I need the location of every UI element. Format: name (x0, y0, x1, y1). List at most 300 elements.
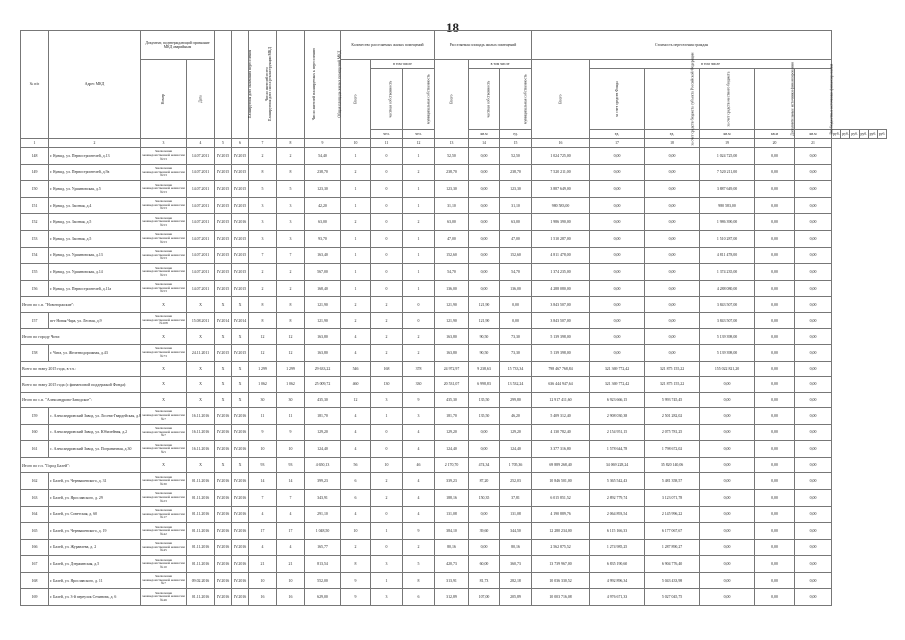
x-mark: Х (232, 392, 249, 408)
value-cell: 1 274 985,25 (590, 539, 645, 556)
doc-date-cell: 09.02.2016 (187, 572, 215, 589)
value-cell: 1 (403, 247, 435, 264)
doc-number-cell: Заключение межведомственной комиссии №53 (141, 164, 187, 181)
demolish-date-cell: IV.2016 (232, 539, 249, 556)
value-cell: 2 170,70 (435, 457, 469, 473)
table-row (21, 264, 887, 281)
value-cell: 42,20 (305, 197, 341, 214)
value-cell: 4 (403, 506, 435, 523)
value-cell: 2 908 030,38 (590, 408, 645, 425)
subtotal-label: Итого по городу Чита: (21, 329, 141, 345)
subtotal-label: Итого по с.п. "Новоторжские": (21, 297, 141, 313)
value-cell: 2 154 951,15 (590, 424, 645, 441)
value-cell: 1 062 (249, 377, 277, 393)
value-cell: 6 835 190,60 (590, 556, 645, 573)
unit-label: руб. (877, 130, 886, 139)
value-cell: 1 (371, 523, 403, 540)
value-cell: 2 (371, 473, 403, 490)
value-cell: 0,00 (645, 164, 700, 181)
value-cell: 0,00 (795, 392, 832, 408)
value-cell: 0,00 (645, 312, 700, 329)
value-cell: 0,00 (755, 280, 795, 297)
address-cell: г. Балей, ул. Дзержинская, д.5 (49, 556, 141, 573)
premises-private-header: частная собственность (371, 69, 403, 130)
row-number: 149 (21, 164, 49, 181)
subtotal-row (21, 457, 887, 473)
value-cell: 629,00 (305, 589, 341, 606)
value-cell: 0,00 (795, 556, 832, 573)
value-cell: 282,18 (500, 572, 532, 589)
unit-label: ед. (590, 130, 645, 139)
value-cell: 9 (403, 523, 435, 540)
value-cell: 90,50 (469, 344, 500, 361)
column-number: 1 (21, 139, 49, 148)
x-mark: Х (187, 329, 215, 345)
value-cell: 35 820 140,06 (645, 457, 700, 473)
address-cell: г. Кувшд, ул. Первостроителей, д.13 (49, 148, 141, 165)
value-cell: 0,00 (590, 297, 645, 313)
value-cell: 7 (277, 247, 305, 264)
value-cell: 2 (277, 280, 305, 297)
table-row (21, 489, 887, 506)
value-cell: 8 (249, 164, 277, 181)
value-cell: 29 633,22 (305, 361, 341, 377)
value-cell: 0,00 (469, 424, 500, 441)
value-cell: 152,60 (435, 247, 469, 264)
value-cell: 0,00 (469, 164, 500, 181)
value-cell: 0,00 (645, 197, 700, 214)
value-cell: 2 145 996,22 (645, 506, 700, 523)
value-cell: 7 520 211,00 (700, 164, 755, 181)
value-cell: 0,00 (755, 408, 795, 425)
x-mark: Х (187, 392, 215, 408)
value-cell: 37,81 (500, 489, 532, 506)
value-cell: 20 531,07 (435, 377, 469, 393)
doc-number-cell: Заключение межведомственной комиссии №53 (141, 214, 187, 231)
value-cell: 0 (371, 539, 403, 556)
value-cell: 330 (403, 377, 435, 393)
value-cell: 46 (403, 457, 435, 473)
value-cell: 0,00 (755, 506, 795, 523)
value-cell: 4 (341, 344, 371, 361)
value-cell: 90,50 (469, 329, 500, 345)
subtotal-label: Итого по с.п. "Александрово-Заводское": (21, 392, 141, 408)
value-cell: 0 (371, 247, 403, 264)
value-cell: 1 287 890,27 (645, 539, 700, 556)
num-header: № п/п (21, 31, 49, 139)
doc-date-cell: 01.11.2016 (187, 489, 215, 506)
doc-number-cell: Заключение межведомственной комиссии №73 (141, 344, 187, 361)
resettle-date-cell: IV.2016 (215, 408, 232, 425)
value-cell: 12 917 411,60 (532, 392, 590, 408)
value-cell: 0,00 (755, 424, 795, 441)
value-cell: 11 (249, 408, 277, 425)
value-cell: 0 (403, 297, 435, 313)
resettle-date-cell: IV.2016 (215, 589, 232, 606)
demolish-date-cell: IV.2016 (232, 441, 249, 458)
value-cell: 87,20 (469, 473, 500, 490)
table-row (21, 408, 887, 425)
value-cell: 1 (403, 148, 435, 165)
value-cell: 813,54 (305, 556, 341, 573)
x-mark: Х (215, 392, 232, 408)
value-cell: 163,80 (435, 344, 469, 361)
demolish-date-cell: IV.2016 (232, 408, 249, 425)
value-cell: 8 (341, 556, 371, 573)
value-cell: 0,00 (755, 489, 795, 506)
column-number: 5 (215, 139, 232, 148)
value-cell: 4 811 478,00 (700, 247, 755, 264)
value-cell: 0,00 (795, 230, 832, 247)
column-number: 7 (249, 139, 277, 148)
x-mark: Х (215, 329, 232, 345)
value-cell: 1 510 287,00 (700, 230, 755, 247)
value-cell: 0,00 (645, 230, 700, 247)
row-number: 163 (21, 489, 49, 506)
value-cell: 131,08 (500, 506, 532, 523)
value-cell: 0,00 (795, 424, 832, 441)
table-row (21, 523, 887, 540)
demolish-date-header: Планируемая дата сноса/реконструкции МКД (232, 31, 249, 139)
value-cell: 0,00 (795, 572, 832, 589)
value-cell: 0 (371, 424, 403, 441)
resettle-date-cell: IV.2015 (215, 344, 232, 361)
value-cell: 121,90 (469, 297, 500, 313)
value-cell: 0,00 (469, 181, 500, 198)
demolish-date-cell: IV.2016 (232, 523, 249, 540)
address-cell: г. Чита, ул. Железнодорожная, д.43 (49, 344, 141, 361)
value-cell: 0,00 (700, 572, 755, 589)
address-cell: г. Кувшд, ул. Удшиновская, д.13 (49, 247, 141, 264)
value-cell: 0,00 (795, 164, 832, 181)
doc-date-cell: 01.11.2016 (187, 473, 215, 490)
demolish-date-cell: IV.2016 (232, 572, 249, 589)
row-number: 164 (21, 506, 49, 523)
value-cell: 17 (277, 523, 305, 540)
address-cell: г. Балей, ул. Чернышевского, д. 19 (49, 523, 141, 540)
value-cell: 0,00 (795, 344, 832, 361)
value-cell: 11 (277, 408, 305, 425)
doc-date-cell: 14.07.2011 (187, 264, 215, 281)
value-cell: 0,00 (590, 264, 645, 281)
value-cell: 155 022 821,20 (700, 361, 755, 377)
value-cell: 6 (341, 473, 371, 490)
demolish-date-cell: IV.2015 (232, 164, 249, 181)
value-cell: 0,00 (645, 148, 700, 165)
demolish-date-cell: IV.2015 (232, 230, 249, 247)
excess-cost-header: Внебюджетные источники финансирования (795, 69, 832, 130)
value-cell: 1 299 (277, 361, 305, 377)
value-cell: 2 (277, 264, 305, 281)
table-row (21, 230, 887, 247)
value-cell: 0,00 (700, 377, 755, 393)
fund-header: за счет средств Фонда (590, 69, 645, 130)
demolish-date-cell: IV.2016 (232, 473, 249, 490)
value-cell: 135,50 (469, 392, 500, 408)
value-cell: 0,00 (755, 197, 795, 214)
unit-label: чел. (371, 130, 403, 139)
value-cell: 0,00 (755, 572, 795, 589)
value-cell: 54,40 (305, 148, 341, 165)
column-number: 15 (500, 139, 532, 148)
value-cell: 0 (371, 148, 403, 165)
value-cell: 3 887 649,00 (700, 181, 755, 198)
unit-label: руб. (832, 130, 841, 139)
resettle-date-cell: IV.2016 (215, 424, 232, 441)
address-cell: г. Кувшд, ул. Удшиновская, д.14 (49, 264, 141, 281)
value-cell: 14 (277, 473, 305, 490)
value-cell: 2 501 282,02 (645, 408, 700, 425)
value-cell: 2 (403, 214, 435, 231)
resettle-date-header: Планируемая дата окончания переселения (215, 31, 232, 139)
doc-number-cell: Заключение межведомственной комиссии №10 (141, 556, 187, 573)
value-cell: 0,00 (590, 280, 645, 297)
value-cell: 4 (403, 441, 435, 458)
x-mark: Х (232, 377, 249, 393)
value-cell: 339,23 (435, 473, 469, 490)
value-cell: 168,40 (305, 280, 341, 297)
address-cell: г. Балей, ул. Советская, д. 60 (49, 506, 141, 523)
value-cell: 56 (341, 457, 371, 473)
subtotal-row (21, 392, 887, 408)
row-number: 155 (21, 264, 49, 281)
value-cell: 2 892 779,74 (590, 489, 645, 506)
value-cell: 0,00 (755, 377, 795, 393)
value-cell: 8 (403, 572, 435, 589)
resettle-date-cell: IV.2015 (215, 148, 232, 165)
resettle-date-cell: IV.2015 (215, 280, 232, 297)
value-cell: 0 (371, 181, 403, 198)
value-cell: 299,80 (500, 392, 532, 408)
table-row (21, 572, 887, 589)
value-cell: 0,00 (795, 441, 832, 458)
doc-date-cell: 14.07.2011 (187, 214, 215, 231)
value-cell: 1 (403, 181, 435, 198)
doc-date-cell: 14.07.2011 (187, 230, 215, 247)
value-cell: 2 (403, 539, 435, 556)
value-cell: 2 075 781,25 (645, 424, 700, 441)
value-cell: 1 (341, 230, 371, 247)
value-cell: 6 904 776,40 (645, 556, 700, 573)
value-cell: 7 (249, 489, 277, 506)
unit-label: руб. (841, 130, 850, 139)
area-group-header: Расселяемая площадь жилых помещений (435, 31, 532, 60)
value-cell: 0,00 (795, 506, 832, 523)
value-cell: 205,89 (500, 589, 532, 606)
value-cell: 0,00 (795, 523, 832, 540)
value-cell: 2 (371, 297, 403, 313)
value-cell: 10 (249, 441, 277, 458)
row-number: 160 (21, 424, 49, 441)
value-cell: 0,00 (590, 329, 645, 345)
doc-date-cell: 16.11.2016 (187, 424, 215, 441)
value-cell: 16 (249, 589, 277, 606)
value-cell: 165,77 (305, 539, 341, 556)
resettle-date-cell: IV.2016 (215, 523, 232, 540)
value-cell: 3 (371, 589, 403, 606)
value-cell: 0,00 (469, 214, 500, 231)
doc-date-cell: 01.11.2016 (187, 589, 215, 606)
value-cell: 7 (249, 247, 277, 264)
doc-date-cell: 14.07.2011 (187, 164, 215, 181)
value-cell: 3 (277, 214, 305, 231)
value-cell: 2 (403, 329, 435, 345)
address-cell: г. Кувшд, ул. Первостроителей, д.11а (49, 280, 141, 297)
value-cell: 0,00 (700, 539, 755, 556)
value-cell: 238,70 (305, 164, 341, 181)
value-cell: 0,00 (755, 214, 795, 231)
value-cell: 129,20 (500, 424, 532, 441)
value-cell: 3 377 316,80 (532, 441, 590, 458)
total-area-header: Общая площадь жилых помещений МКД (305, 31, 341, 139)
value-cell: 238,70 (435, 164, 469, 181)
value-cell: 0,00 (469, 230, 500, 247)
value-cell: 980 583,00 (700, 197, 755, 214)
table-row (21, 556, 887, 573)
value-cell: 0,00 (645, 297, 700, 313)
value-cell: 2 (249, 280, 277, 297)
address-cell: с. Александровский Завод, ул. Лосева-Гвардейская, д.8 (49, 408, 141, 425)
column-number: 8 (277, 139, 305, 148)
resettle-date-cell: IV.2015 (215, 247, 232, 264)
value-cell: 10 (341, 523, 371, 540)
value-cell: 0,00 (645, 264, 700, 281)
value-cell: 0,00 (469, 280, 500, 297)
address-cell: г. Балей, ул. Журавлева, д. 2 (49, 539, 141, 556)
value-cell: 3 (371, 556, 403, 573)
value-cell: 6 (403, 589, 435, 606)
row-number: 157 (21, 312, 49, 329)
value-cell: 0,00 (700, 441, 755, 458)
value-cell: 5 (403, 556, 435, 573)
value-cell: 9 (249, 424, 277, 441)
value-cell: 798 467 768,84 (532, 361, 590, 377)
value-cell: 12 (277, 329, 305, 345)
value-cell: 0 (371, 214, 403, 231)
value-cell: 10 003 716,08 (532, 589, 590, 606)
column-number: 17 (590, 139, 645, 148)
resettle-date-cell: IV.2015 (215, 214, 232, 231)
value-cell: 4 130 782,40 (532, 424, 590, 441)
table-row (21, 280, 887, 297)
value-cell: 2 (371, 312, 403, 329)
row-number: 159 (21, 408, 49, 425)
value-cell: 5 409 312,40 (532, 408, 590, 425)
value-cell: 2 562 875,52 (532, 539, 590, 556)
value-cell: 6 177 067,67 (645, 523, 700, 540)
address-cell: с. Александровский Завод, ул. Юбилейная, д.2 (49, 424, 141, 441)
demolish-date-cell: IV.2015 (232, 247, 249, 264)
value-cell: 21 (277, 556, 305, 573)
value-cell: 12 (277, 344, 305, 361)
row-number: 154 (21, 247, 49, 264)
value-cell: 291,10 (305, 506, 341, 523)
value-cell: 0,00 (755, 148, 795, 165)
value-cell: 0 (371, 280, 403, 297)
doc-date-cell: 16.11.2016 (187, 408, 215, 425)
value-cell: 378 (403, 361, 435, 377)
value-cell: 10 846 501,00 (532, 473, 590, 490)
column-number: 18 (645, 139, 700, 148)
value-cell: 129,20 (435, 424, 469, 441)
subtotal-label: Всего по этапу 2015 года, в т.ч.: (21, 361, 141, 377)
value-cell: 1 986 390,00 (532, 214, 590, 231)
value-cell: 0,00 (700, 473, 755, 490)
value-cell: 188,16 (435, 489, 469, 506)
unit-label: руб. (868, 130, 877, 139)
value-cell: 0,00 (795, 408, 832, 425)
value-cell: 3 (277, 197, 305, 214)
table-row (21, 164, 887, 181)
value-cell: 5 993 745,45 (645, 392, 700, 408)
address-cell: с. Александровский Завод, ул. Пограничная, д.30 (49, 441, 141, 458)
doc-number-cell: Заключение межведомственной комиссии №53 (141, 280, 187, 297)
column-number: 9 (305, 139, 341, 148)
value-cell: 60,00 (469, 556, 500, 573)
value-cell: 420,73 (435, 556, 469, 573)
value-cell: 344,50 (500, 523, 532, 540)
doc-number-cell: Заключение межведомственной комиссии №17 (141, 506, 187, 523)
value-cell: 39,60 (469, 523, 500, 540)
value-cell: 0,00 (795, 457, 832, 473)
value-cell: 5 139 398,00 (700, 329, 755, 345)
value-cell: 0 (371, 197, 403, 214)
value-cell: 0,00 (755, 164, 795, 181)
value-cell: 130 (371, 377, 403, 393)
resettle-date-cell: IV.2015 (215, 197, 232, 214)
table-row (21, 344, 887, 361)
value-cell: 163,40 (305, 247, 341, 264)
value-cell: 3 887 649,00 (532, 181, 590, 198)
address-cell: г. Балей, ул. Ярославского, д. 11 (49, 572, 141, 589)
value-cell: 0,00 (755, 361, 795, 377)
value-cell: 0,00 (590, 181, 645, 198)
table-row (21, 539, 887, 556)
doc-date-cell: 01.11.2016 (187, 556, 215, 573)
row-number: 158 (21, 344, 49, 361)
value-cell: 63,00 (305, 214, 341, 231)
value-cell: 4 811 478,00 (532, 247, 590, 264)
value-cell: 0,00 (590, 148, 645, 165)
value-cell: 131,08 (435, 506, 469, 523)
doc-date-cell: 01.11.2016 (187, 506, 215, 523)
doc-date-header: Дата (187, 60, 215, 139)
column-number: 20 (755, 139, 795, 148)
value-cell: 1 (341, 197, 371, 214)
resettle-date-cell: IV.2016 (215, 473, 232, 490)
area-private-header: частная собственность (469, 69, 500, 130)
doc-number-cell: Заключение межведомственной комиссии №53 (141, 148, 187, 165)
value-cell: 5 (277, 181, 305, 198)
value-cell: 4 992 896,34 (590, 572, 645, 589)
resettlement-table (20, 30, 887, 606)
value-cell: 0,00 (469, 197, 500, 214)
doc-number-cell: Заключение межведомственной комиссии №53 (141, 230, 187, 247)
value-cell: 31,10 (435, 197, 469, 214)
value-cell: 1 (371, 408, 403, 425)
value-cell: 360,73 (500, 556, 532, 573)
x-mark: Х (187, 297, 215, 313)
x-mark: Х (141, 392, 187, 408)
value-cell: 546 (341, 361, 371, 377)
table-row (21, 506, 887, 523)
demolish-date-cell: IV.2015 (232, 264, 249, 281)
value-cell: 0,00 (590, 312, 645, 329)
value-cell: 4 (249, 506, 277, 523)
doc-number-cell: Заключение межведомственной комиссии №7 (141, 424, 187, 441)
value-cell: 0,00 (795, 589, 832, 606)
x-mark: Х (141, 361, 187, 377)
